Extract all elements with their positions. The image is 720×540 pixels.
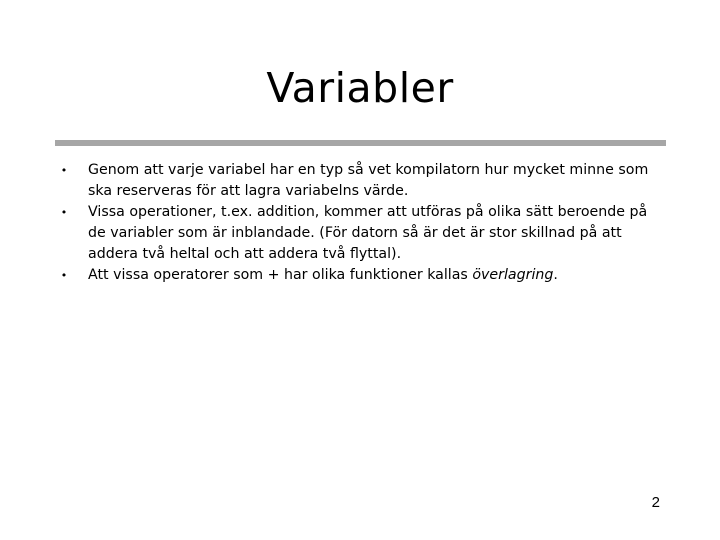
bullet-item [60, 160, 665, 202]
title-divider [55, 140, 666, 146]
bullet-text-before: Att vissa operatorer som + har olika funktioner kallas [88, 267, 473, 283]
bullet-text [88, 267, 558, 283]
bullet-item [60, 265, 665, 286]
bullet-icon: • [60, 164, 68, 177]
bullet-text: Vissa operationer, t.ex. addition, kommer att utföras på olika sätt beroende på de variabler som är inblandade. (För datorn så är det är stor skillnad på att addera två heltal och att addera två flyttal). [88, 204, 648, 262]
slide-title: Variabler [266, 64, 454, 112]
bullet-item [60, 202, 665, 265]
bullet-icon: • [60, 269, 68, 282]
page-number: 2 [651, 494, 660, 511]
bullet-icon: • [60, 206, 68, 219]
bullet-text: Genom att varje variabel har en typ så vet kompilatorn hur mycket minne som ska reserveras för att lagra variabelns värde. [88, 162, 649, 199]
emphasized-term: överlagring [472, 267, 554, 283]
bullet-text-after: . [553, 267, 558, 283]
bullet-list [60, 160, 665, 286]
